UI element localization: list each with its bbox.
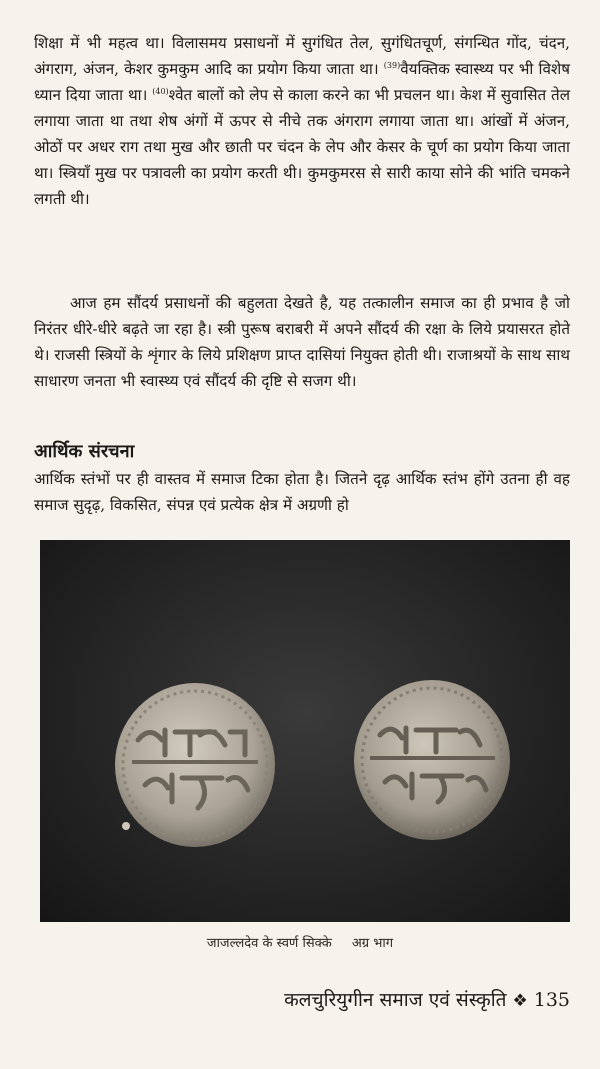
figure-caption [0,933,600,951]
caption-side: अग्र भाग [351,936,394,951]
paragraph-text: श्वेत बालों को लेप से काला करने का भी प्रचलन था। केश में सुवासित तेल लगाया जाता था तथा शेष अंगों में ऊपर से नीचे तक अंगराग लगाया जाता था। आंखों में अंजन, ओठों पर अधर राग तथा मुख और छाती पर चंदन के लेप और केसर के चूर्ण का प्रयोग किया जाता था। स्त्रियाँ मुख पर पत्रावली का प्रयोग करती थी। कुमकुमरस से सारी काया सोने की भांति चमकने लगती थी। [34,86,571,208]
page-footer [284,986,570,1012]
left-coin [115,683,275,847]
paragraph-economic-structure: आर्थिक स्तंभों पर ही वास्तव में समाज टिका होता है। जितने दृढ़ आर्थिक स्तंभ होंगे उतना ही वह समाज सुदृढ़, विकसित, संपन्न एवं प्रत्येक क्षेत्र में अग्रणी हो [34,470,570,514]
paragraph-text: वैयक्तिक स्वास्थ्य पर भी विशेष ध्यान दिया जाता था। [34,60,570,104]
paragraph-beauty-awareness: आज हम सौंदर्य प्रसाधनों की बहुलता देखते है, यह तत्कालीन समाज का ही प्रभाव है जो निरंतर धीरे-धीरे बढ़ते जा रहा है। स्त्री पुरूष बराबरी में अपने सौंदर्य की रक्षा के लिये प्रयासरत होते थे। राजसी स्त्रियों के शृंगार के लिये प्रशिक्षण प्राप्त दासियां नियुक्त होती थी। राजाश्रयों के साथ साथ साधारण जनता भी स्वास्थ्य एवं सौंदर्य की दृष्टि से सजग थी। [34,294,570,390]
footnote-ref-40: (40) [152,86,169,96]
page-number: 135 [533,989,570,1011]
book-title: कलचुरियुगीन समाज एवं संस्कृति [284,989,507,1011]
caption-main: जाजल्लदेव के स्वर्ण सिक्के [206,936,332,951]
right-coin [354,680,510,840]
section-heading: आर्थिक संरचना [34,441,135,462]
coins-illustration [40,540,570,922]
ornament-icon: ❖ [512,991,528,1011]
paragraph-text: शिक्षा में भी महत्व था। विलासमय प्रसाधनों में सुगंधित तेल, सुगंधितचूर्ण, संगन्धित गोंद, चंदन, अंगराग, अंजन, केशर कुमकुम आदि का प्रयोग किया जाता था। [34,34,570,78]
footnote-ref-39: (39) [383,60,401,70]
paragraph-cosmetics [34,30,570,212]
coin-photograph [40,540,570,922]
